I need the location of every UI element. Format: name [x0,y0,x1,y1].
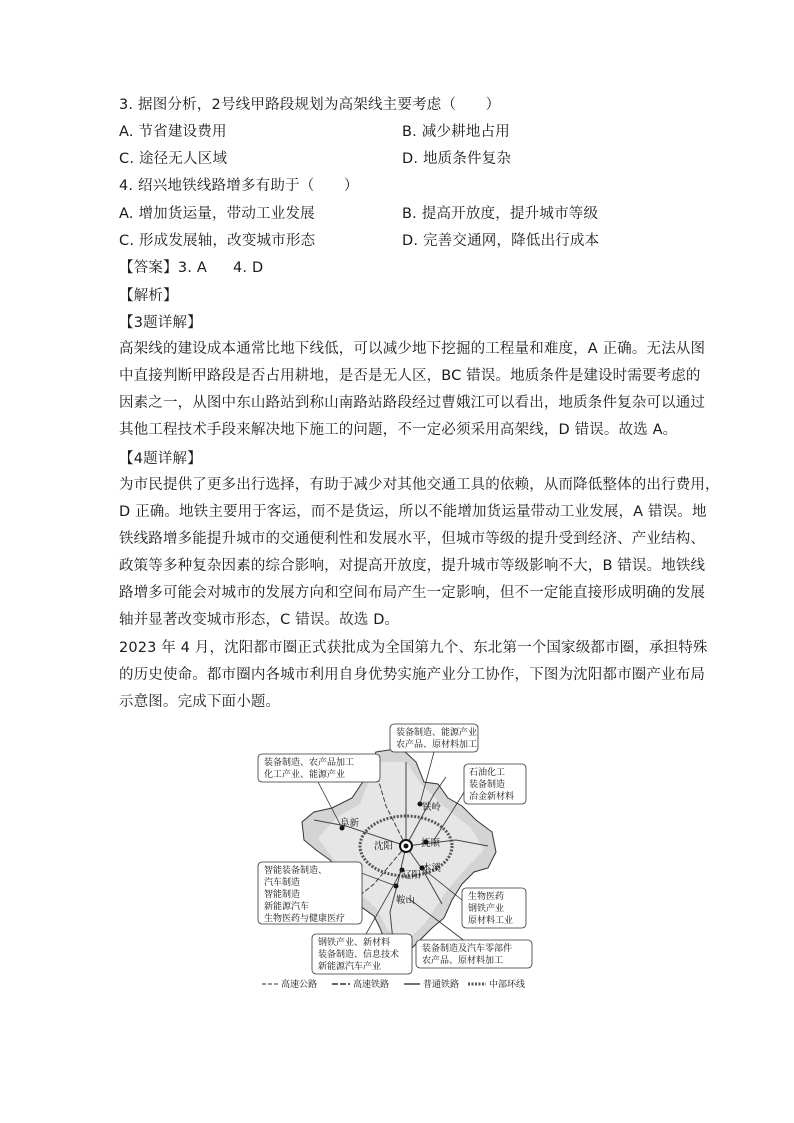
city-label-anshan: 鞍山 [396,895,416,906]
box-right-top-line: 石油化工 [469,768,506,778]
box-bottom-mid-line: 新能源汽车产业 [318,962,382,972]
box-bottom-mid-line: 钢铁产业、新材料 [318,938,391,948]
intro-line: 2023 年 4 月，沈阳都市圈正式获批成为全国第九个、东北第一个国家级都市圈，承担特殊 [119,640,708,656]
box-right-mid [462,888,526,928]
q4-option-a: A. 增加货运量，带动工业发展 [119,206,315,222]
q3-option-c: C. 途径无人区域 [119,151,228,167]
box-left-mid-line: 汽车制造 [264,878,301,888]
analysis-label: 【解析】 [119,288,178,304]
box-right-top-line: 冶金新材料 [469,792,515,802]
q3-detail-line: 因素之一，从图中东山路站到称山南路站路段经过曹娥江可以看出，地质条件复杂可以通过 [119,395,705,411]
box-left-top-line: 装备制造、农产品加工 [264,758,355,768]
answer-q3: 3. A [177,260,207,276]
city-label-fushun: 抚顺 [421,838,441,849]
q4-stem: 4. 绍兴地铁线路增多有助于（ ） [119,178,359,194]
q3-detail-line: 中直接判断甲路段是否占用耕地，是否是无人区，BC 错误。地质条件是建设时需要考虑的 [119,368,701,384]
box-right-top [464,764,526,804]
box-left-mid-line: 智能装备制造、 [264,866,328,876]
box-left-top-line: 化工产业、能源产业 [264,770,346,780]
q4-detail-line: D 正确。地铁主要用于客运，而不是货运，所以不能增加货运量带动工业发展，A 错误。地 [119,504,707,520]
q4-option-c: C. 形成发展轴，改变城市形态 [119,233,316,249]
box-bottom-right-line: 农产品、原材料加工 [422,956,504,966]
q3-detail-line: 高架线的建设成本通常比地下线低，可以减少地下挖掘的工程量和难度，A 正确。无法从图 [119,341,706,357]
box-top-line: 农产品、原材料加工 [396,740,478,750]
box-top-line: 装备制造、能源产业 [396,728,478,738]
box-left-mid-line: 新能源汽车 [264,902,310,912]
q3-detail-text [119,336,706,444]
box-bottom-mid-line: 装备制造、信息技术 [318,950,400,960]
box-right-mid-line: 生物医药 [468,892,505,902]
intro-line: 的历史使命。都市圈内各城市利用自身优势实施产业分工协作，下图为沈阳都市圈产业布局 [119,667,705,683]
box-left-top [258,754,380,782]
q3-detail-line: 其他工程技术手段来解决地下施工的问题，不一定必须采用高架线，D 错误。故选 A。 [119,422,678,438]
legend-railway: 普通铁路 [423,980,460,990]
box-left-mid-line: 智能制造 [264,890,301,900]
q4-detail-line: 轴并显著改变城市形态，C 错误。故选 D。 [119,612,400,628]
q4-detail-line: 为市民提供了更多出行选择，有助于减少对其他交通工具的依赖，从而降低整体的出行费用， [119,477,720,493]
legend-central-ring: 中部环线 [489,980,526,990]
answer-line [119,258,263,278]
shenyang-metro-industry-map [256,722,546,992]
box-right-mid-line: 钢铁产业 [468,904,505,914]
box-right-mid-line: 原材料工业 [468,916,514,926]
q4-detail-line: 铁线路增多能提升城市的交通便利性和发展水平，但城市等级的提升受到经济、产业结构、 [119,531,705,547]
city-label-liaoyang: 辽阳 [402,870,422,881]
q3-option-a: A. 节省建设费用 [119,124,227,140]
q3-option-d: D. 地质条件复杂 [402,151,512,167]
box-bottom-right-line: 装备制造及汽车零部件 [422,944,513,954]
box-top [390,724,478,752]
q4-option-d: D. 完善交通网，降低出行成本 [402,233,600,249]
q3-detail-title: 【3题详解】 [119,315,202,331]
box-left-mid [258,862,362,924]
box-bottom-mid [312,934,412,974]
intro-text [119,635,708,716]
legend-high-speed-rail: 高速铁路 [353,980,390,990]
q4-detail-line: 路增多可能会对城市的发展方向和空间布局产生一定影响，但不一定能直接形成明确的发展 [119,585,705,601]
intro-line: 示意图。完成下面小题。 [119,694,281,710]
box-right-top-line: 装备制造 [469,780,506,790]
q3-option-b: B. 减少耕地占用 [402,124,510,140]
q3-stem: 3. 据图分析，2号线甲路段规划为高架线主要考虑（ ） [119,97,501,113]
city-label-fuxin: 阜新 [340,818,360,829]
city-label-tieling: 铁岭 [422,802,442,813]
q4-detail-text [119,472,720,634]
answer-label: 【答案】 [119,260,178,276]
city-label-shenyang: 沈阳 [374,841,394,852]
legend-expressway: 高速公路 [281,980,318,990]
q4-detail-line: 政策等多种复杂因素的综合影响，对提高开放度，提升城市等级影响不大，B 错误。地铁线 [119,558,706,574]
map-legend [262,978,525,990]
q4-detail-title: 【4题详解】 [119,451,202,467]
answer-q4: 4. D [232,260,264,276]
box-left-mid-line: 生物医药与健康医疗 [264,914,346,924]
q4-option-b: B. 提高开放度，提升城市等级 [402,206,599,222]
box-bottom-right [416,940,532,968]
city-label-benxi: 本溪 [422,863,442,874]
